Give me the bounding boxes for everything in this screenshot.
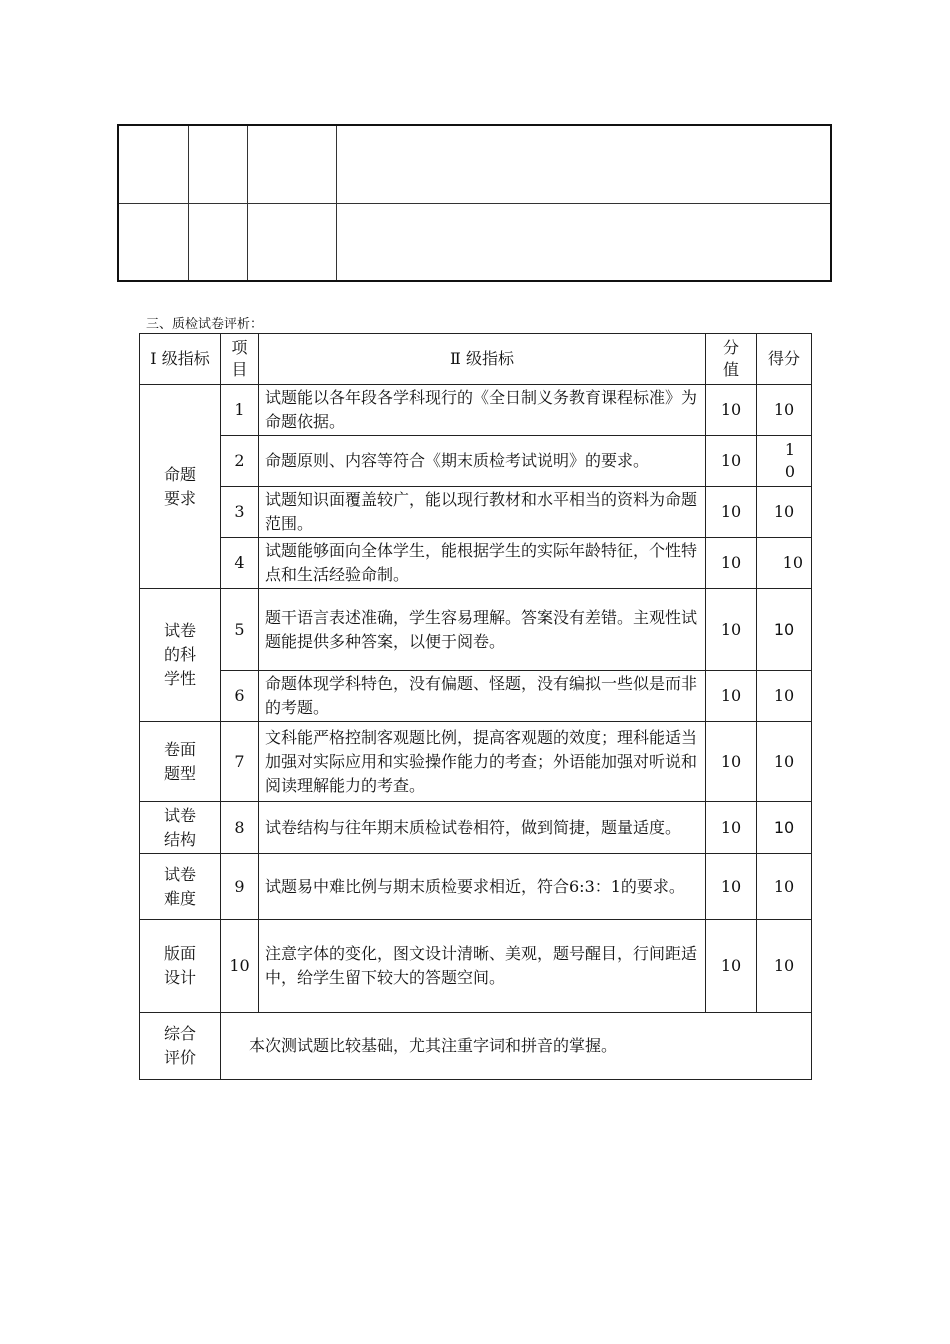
- score-cell: 10: [757, 385, 812, 436]
- table-row: [140, 920, 812, 1013]
- value-cell: 10: [706, 854, 757, 920]
- requirement-text: 试题知识面覆盖较广，能以现行教材和水平相当的资料为命题范围。: [259, 487, 706, 538]
- value-cell: 10: [706, 436, 757, 487]
- value-cell: 10: [706, 722, 757, 802]
- header-value: 分值: [706, 334, 757, 385]
- table-row: [118, 203, 831, 281]
- item-no: 7: [221, 722, 259, 802]
- score-cell: 10: [757, 722, 812, 802]
- item-no: 8: [221, 802, 259, 854]
- requirement-text: 试题易中难比例与期末质检要求相近，符合6:3：1的要求。: [259, 854, 706, 920]
- score-cell: 10: [757, 854, 812, 920]
- requirement-text: 文科能严格控制客观题比例，提高客观题的效度；理科能适当加强对实际应用和实验操作能力的考查；外语能加强对听说和阅读理解能力的考查。: [259, 722, 706, 802]
- category-cell: 命题要求: [140, 385, 221, 589]
- item-no: 1: [221, 385, 259, 436]
- score-cell: 10: [757, 436, 812, 487]
- score-cell: 10: [757, 538, 812, 589]
- category-cell: 试卷难度: [140, 854, 221, 920]
- category-cell: 试卷结构: [140, 802, 221, 854]
- table-row: [140, 385, 812, 436]
- table-cell: [336, 125, 831, 203]
- score-cell: 10: [757, 671, 812, 722]
- summary-text: 本次测试题比较基础，尤其注重字词和拼音的掌握。: [221, 1013, 812, 1080]
- requirement-text: 试卷结构与往年期末质检试卷相符，做到简捷，题量适度。: [259, 802, 706, 854]
- value-cell: 10: [706, 589, 757, 671]
- value-cell: 10: [706, 538, 757, 589]
- table-row: [140, 589, 812, 671]
- category-cell: 试卷的科学性: [140, 589, 221, 722]
- header-row: [140, 334, 812, 385]
- header-level2: Ⅱ 级指标: [259, 334, 706, 385]
- item-no: 5: [221, 589, 259, 671]
- value-cell: 10: [706, 920, 757, 1013]
- requirement-text: 试题能以各年段各学科现行的《全日制义务教育课程标准》为命题依据。: [259, 385, 706, 436]
- summary-row: [140, 1013, 812, 1080]
- score-cell: 10: [757, 589, 812, 671]
- table-row: [140, 854, 812, 920]
- category-cell: 卷面题型: [140, 722, 221, 802]
- table-cell: [247, 125, 336, 203]
- table-cell: [188, 125, 247, 203]
- table-row: [140, 487, 812, 538]
- summary-label: 综合评价: [140, 1013, 221, 1080]
- table-cell: [118, 203, 188, 281]
- item-no: 2: [221, 436, 259, 487]
- value-cell: 10: [706, 671, 757, 722]
- table-row: [140, 671, 812, 722]
- item-no: 3: [221, 487, 259, 538]
- item-no: 9: [221, 854, 259, 920]
- item-no: 6: [221, 671, 259, 722]
- header-score: 得分: [757, 334, 812, 385]
- table-cell: [118, 125, 188, 203]
- value-cell: 10: [706, 487, 757, 538]
- table-row: [140, 436, 812, 487]
- item-no: 10: [221, 920, 259, 1013]
- table-row: [140, 802, 812, 854]
- requirement-text: 试题能够面向全体学生，能根据学生的实际年龄特征，个性特点和生活经验命制。: [259, 538, 706, 589]
- evaluation-table: [139, 333, 812, 1080]
- score-cell: 10: [757, 920, 812, 1013]
- score-cell: 10: [757, 802, 812, 854]
- value-cell: 10: [706, 802, 757, 854]
- table-cell: [336, 203, 831, 281]
- table-row: [140, 722, 812, 802]
- header-level1: Ⅰ 级指标: [140, 334, 221, 385]
- requirement-text: 题干语言表述准确，学生容易理解。答案没有差错。主观性试题能提供多种答案，以便于阅卷。: [259, 589, 706, 671]
- requirement-text: 命题原则、内容等符合《期末质检考试说明》的要求。: [259, 436, 706, 487]
- table-row: [118, 125, 831, 203]
- value-cell: 10: [706, 385, 757, 436]
- table-cell: [247, 203, 336, 281]
- section-title: 三、质检试卷评析：: [146, 317, 264, 332]
- requirement-text: 命题体现学科特色，没有偏题、怪题，没有编拟一些似是而非的考题。: [259, 671, 706, 722]
- table-cell: [188, 203, 247, 281]
- category-cell: 版面设计: [140, 920, 221, 1013]
- requirement-text: 注意字体的变化，图文设计清晰、美观，题号醒目，行间距适中，给学生留下较大的答题空间。: [259, 920, 706, 1013]
- score-cell: 10: [757, 487, 812, 538]
- table-row: [140, 538, 812, 589]
- header-item: 项目: [221, 334, 259, 385]
- previous-table: [117, 124, 832, 282]
- item-no: 4: [221, 538, 259, 589]
